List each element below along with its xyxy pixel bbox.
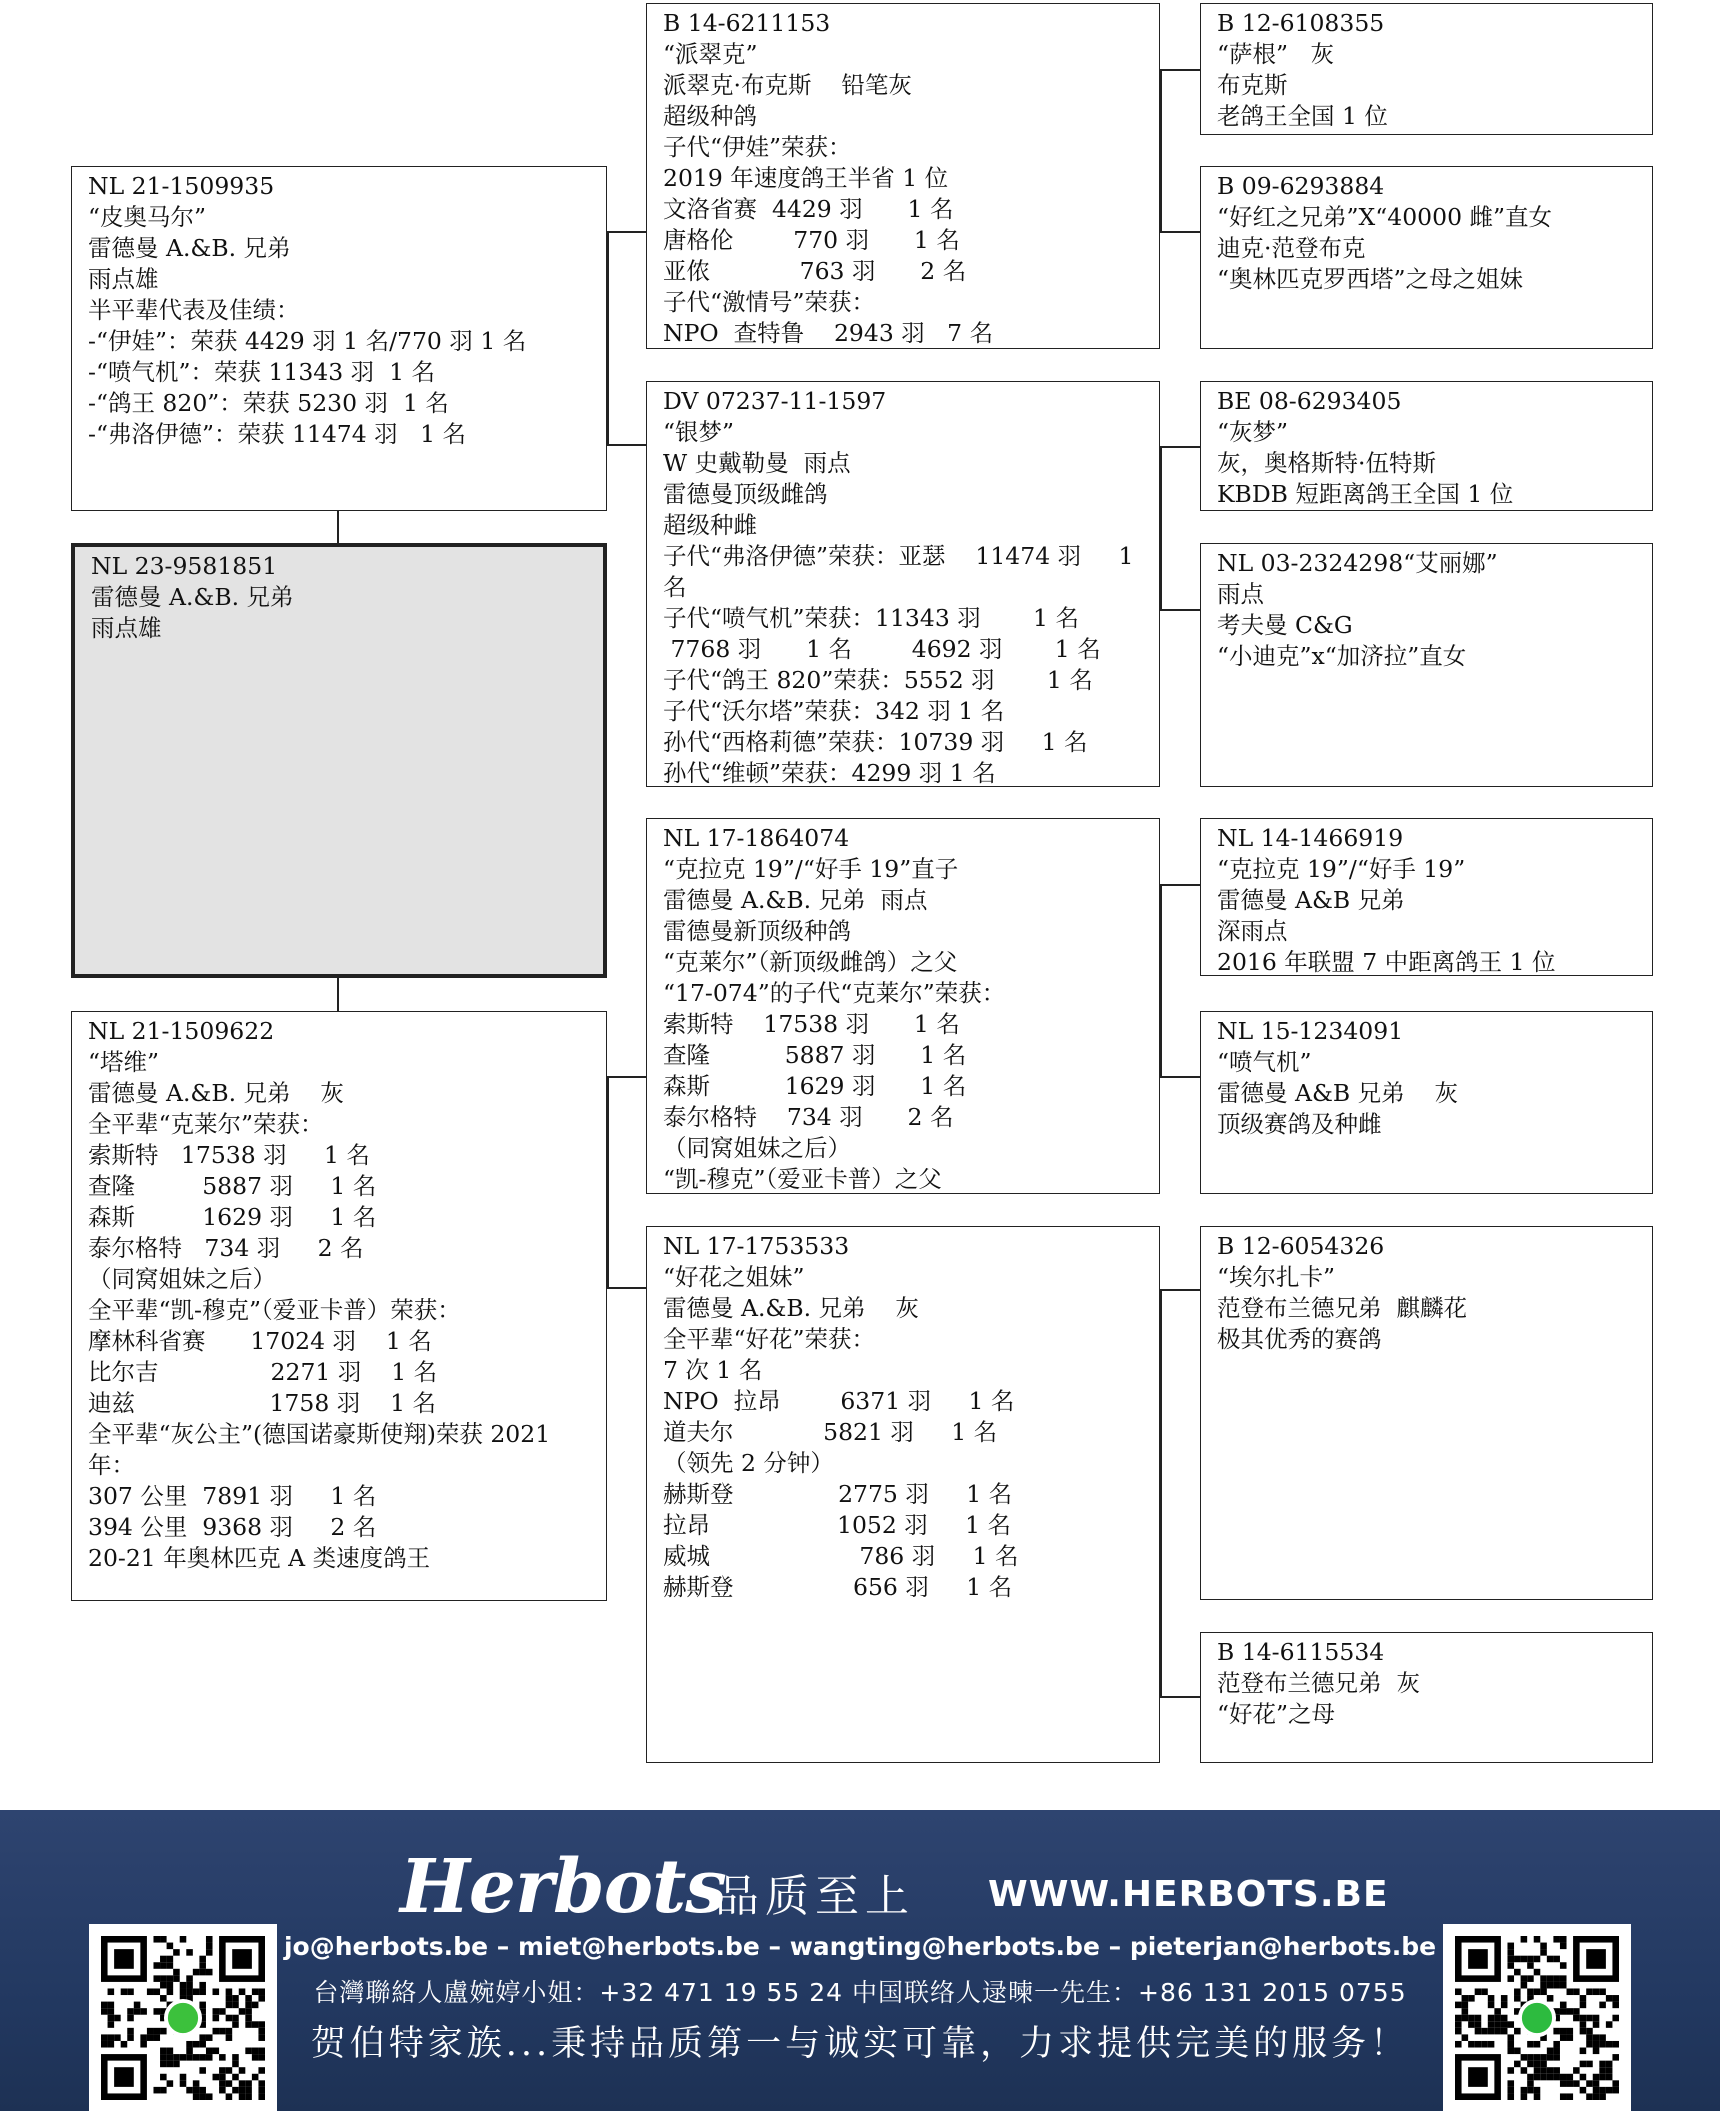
pedigree-line: 迪兹 1758 羽 1 名: [88, 1389, 437, 1417]
pedigree-line: 子代“喷气机”荣获：11343 羽 1 名: [663, 604, 1079, 632]
pedigree-line: NPO 拉昂 6371 羽 1 名: [663, 1387, 1015, 1415]
pedigree-line: 摩林科省赛 17024 羽 1 名: [88, 1327, 432, 1355]
pedigree-line: 子代“伊娃”荣获：: [663, 133, 852, 161]
pedigree-line: 全平辈“凯-穆克”（爱亚卡普）荣获：: [88, 1296, 461, 1324]
pedigree-line: 灰，奥格斯特·伍特斯: [1217, 449, 1436, 477]
connector-ss-ssd: [1160, 231, 1200, 233]
connector-ss-sss: [1160, 69, 1200, 71]
pedigree-line: W 史戴勒曼 雨点: [663, 449, 851, 477]
connector-sire-vertical: [607, 231, 609, 445]
pedigree-line: “凯-穆克”（爱亚卡普）之父: [663, 1165, 942, 1193]
pedigree-line: 雨点: [1217, 580, 1264, 608]
pedigree-line: 道夫尔 5821 羽 1 名: [663, 1418, 998, 1446]
pedigree-line: 子代“弗洛伊德”荣获：亚瑟 11474 羽 1: [663, 542, 1134, 570]
pedigree-line: “奥林匹克罗西塔”之母之姐妹: [1217, 265, 1524, 293]
pedigree-line: “塔维”: [88, 1048, 160, 1076]
pedigree-line: 半平辈代表及佳绩：: [88, 296, 300, 324]
pedigree-line: “萨根” 灰: [1217, 40, 1334, 68]
pedigree-line: 泰尔格特 734 羽 2 名: [663, 1103, 954, 1131]
pedigree-line: 查隆 5887 羽 1 名: [663, 1041, 967, 1069]
pedigree-line: 孙代“西格莉德”荣获：10739 羽 1 名: [663, 728, 1088, 756]
slogan: 品质至上: [715, 1871, 915, 1922]
pedigree-line: 顶级赛鸽及种雌: [1217, 1110, 1382, 1138]
pedigree-line: “小迪克”x“加济拉”直女: [1217, 642, 1467, 670]
pedigree-line: 考夫曼 C&G: [1217, 611, 1353, 639]
pedigree-line: 全平辈“克莱尔”荣获：: [88, 1110, 324, 1138]
sire-box: [71, 166, 607, 511]
pedigree-line: “好花之姐妹”: [663, 1263, 805, 1291]
pedigree-line: “埃尔扎卡”: [1217, 1263, 1336, 1291]
pedigree-line: 2016 年联盟 7 中距离鸽王 1 位: [1217, 948, 1556, 976]
pedigree-line: 赫斯登 656 羽 1 名: [663, 1573, 1013, 1601]
pedigree-line: -“喷气机”：荣获 11343 羽 1 名: [88, 358, 436, 386]
connector-dam-dd: [607, 1287, 646, 1289]
ring-number: NL 21-1509935: [88, 172, 275, 200]
pedigree-line: 范登布兰德兄弟 麒麟花: [1217, 1294, 1467, 1322]
connector-ds-dsd: [1160, 1076, 1200, 1078]
pedigree-line: 孙代“维顿”荣获：4299 羽 1 名: [663, 759, 996, 787]
pedigree-line: 雷德曼 A.&B. 兄弟: [88, 234, 291, 262]
pedigree-line: 名: [663, 573, 687, 601]
pedigree-line: 雷德曼 A.&B. 兄弟 灰: [663, 1294, 919, 1322]
ddd-box: [1200, 1632, 1653, 1763]
ring-number: NL 17-1864074: [663, 824, 850, 852]
dds-box: [1200, 1226, 1653, 1600]
pedigree-line: 迪克·范登布克: [1217, 234, 1366, 262]
pedigree-line: 文洛省赛 4429 羽 1 名: [663, 195, 954, 223]
pedigree-line: -“弗洛伊德”：荣获 11474 羽 1 名: [88, 420, 466, 448]
pedigree-line: 雷德曼 A&B 兄弟 灰: [1217, 1079, 1458, 1107]
pedigree-line: 森斯 1629 羽 1 名: [88, 1203, 377, 1231]
ring-number: NL 23-9581851: [91, 552, 278, 580]
pedigree-line: 7 次 1 名: [663, 1356, 763, 1384]
pedigree-line: 老鸽王全国 1 位: [1217, 102, 1388, 130]
ring-number: NL 15-1234091: [1217, 1017, 1404, 1045]
sdd-box: [1200, 543, 1653, 787]
dss-box: [1200, 818, 1653, 976]
pedigree-line: 394 公里 9368 羽 2 名: [88, 1513, 377, 1541]
pedigree-line: “克莱尔”（新顶级雌鸽）之父: [663, 948, 958, 976]
pedigree-line: “喷气机”: [1217, 1048, 1312, 1076]
pedigree-line: “银梦”: [663, 418, 735, 446]
pedigree-line: 超级种雌: [663, 511, 757, 539]
ring-number: NL 14-1466919: [1217, 824, 1404, 852]
herbots-logo: Herbots: [400, 1844, 726, 1930]
pedigree-line: 20-21 年奥林匹克 A 类速度鸽王: [88, 1544, 431, 1572]
contact-phones: 台灣聯絡人盧婉婷小姐：+32 471 19 55 24 中国联络人逯暕一先生：+86 131 2015 0755: [313, 1978, 1407, 2007]
pedigree-line: 雷德曼新顶级种鸽: [663, 917, 851, 945]
dam-dam-box: [646, 1226, 1160, 1763]
ring-number: BE 08-6293405: [1217, 387, 1402, 415]
connector-dd-vertical: [1160, 1289, 1162, 1697]
ring-number: B 14-6211153: [663, 9, 831, 37]
pedigree-line: 子代“沃尔塔”荣获：342 羽 1 名: [663, 697, 1005, 725]
pedigree-line: “好红之兄弟”X“40000 雌”直女: [1217, 203, 1553, 231]
pedigree-line: 子代“激情号”荣获：: [663, 288, 876, 316]
pedigree-line: “皮奥马尔”: [88, 203, 207, 231]
dam-sire-box: [646, 818, 1160, 1194]
connector-dd-ddd: [1160, 1696, 1200, 1698]
family-motto: 贺伯特家族...秉持品质第一与诚实可靠，力求提供完美的服务！: [310, 2024, 1410, 2064]
ring-number: B 09-6293884: [1217, 172, 1385, 200]
pedigree-line: “灰梦”: [1217, 418, 1289, 446]
pedigree-line: 雷德曼 A&B 兄弟: [1217, 886, 1405, 914]
pedigree-line: 超级种鸽: [663, 102, 757, 130]
pedigree-line: （同窝姐妹之后）: [88, 1265, 276, 1293]
ssd-box: [1200, 166, 1653, 349]
pedigree-line: “17-074”的子代“克莱尔”荣获：: [663, 979, 1006, 1007]
pedigree-line: 2019 年速度鸽王半省 1 位: [663, 164, 949, 192]
pedigree-line: 全平辈“灰公主”(德国诺豪斯使翔)荣获 2021: [88, 1420, 551, 1448]
pedigree-line: 森斯 1629 羽 1 名: [663, 1072, 967, 1100]
ring-number: NL 21-1509622: [88, 1017, 275, 1045]
pedigree-line: 雨点雄: [91, 614, 162, 642]
ring-number: B 12-6108355: [1217, 9, 1385, 37]
connector-dam-ds: [607, 1076, 646, 1078]
pedigree-line: “好花”之母: [1217, 1700, 1336, 1728]
pedigree-line: 雷德曼顶级雌鸽: [663, 480, 828, 508]
pedigree-line: 范登布兰德兄弟 灰: [1217, 1669, 1420, 1697]
ring-number: NL 17-1753533: [663, 1232, 850, 1260]
pedigree-line: 派翠克·布克斯 铅笔灰: [663, 71, 912, 99]
pedigree-line: 查隆 5887 羽 1 名: [88, 1172, 377, 1200]
pedigree-line: “克拉克 19”/“好手 19”: [1217, 855, 1466, 883]
pedigree-line: （领先 2 分钟）: [663, 1449, 834, 1477]
pedigree-line: 全平辈“好花”荣获：: [663, 1325, 876, 1353]
pedigree-line: 年：: [88, 1451, 135, 1479]
pedigree-line: -“鸽王 820”：荣获 5230 羽 1 名: [88, 389, 449, 417]
sds-box: [1200, 381, 1653, 511]
pedigree-line: 雷德曼 A.&B. 兄弟 灰: [88, 1079, 344, 1107]
pedigree-line: “克拉克 19”/“好手 19”直子: [663, 855, 959, 883]
connector-dd-dds: [1160, 1289, 1200, 1291]
ring-number: B 12-6054326: [1217, 1232, 1385, 1260]
pedigree-line: 泰尔格特 734 羽 2 名: [88, 1234, 364, 1262]
sire-sire-box: [646, 3, 1160, 349]
pedigree-line: “派翠克”: [663, 40, 758, 68]
connector-sire-ss: [607, 231, 646, 233]
pedigree-line: NPO 查特鲁 2943 羽 7 名: [663, 319, 994, 347]
connector-subject-dam: [337, 978, 339, 1011]
pedigree-line: 索斯特 17538 羽 1 名: [663, 1010, 960, 1038]
subject-box: [71, 543, 607, 978]
pedigree-line: 雷德曼 A.&B. 兄弟 雨点: [663, 886, 928, 914]
pedigree-line: 布克斯: [1217, 71, 1288, 99]
pedigree-line: 威城 786 羽 1 名: [663, 1542, 1019, 1570]
sss-box: [1200, 3, 1653, 135]
website-link[interactable]: WWW.HERBOTS.BE: [988, 1874, 1389, 1915]
connector-sire-sd: [607, 444, 646, 446]
connector-sire-subject: [337, 511, 339, 543]
pedigree-line: 极其优秀的赛鸽: [1217, 1325, 1382, 1353]
connector-sd-vertical: [1160, 446, 1162, 610]
connector-dam-vertical: [607, 1076, 609, 1288]
sire-dam-box: [646, 381, 1160, 787]
ring-number: NL 03-2324298“艾丽娜”: [1217, 549, 1498, 577]
connector-sd-sdd: [1160, 609, 1200, 611]
pedigree-line: 赫斯登 2775 羽 1 名: [663, 1480, 1013, 1508]
pedigree-line: （同窝姐妹之后）: [663, 1134, 851, 1162]
pedigree-line: 拉昂 1052 羽 1 名: [663, 1511, 1012, 1539]
pedigree-line: 比尔吉 2271 羽 1 名: [88, 1358, 438, 1386]
brand-row: [400, 1840, 1389, 1930]
pedigree-line: 子代“鸽王 820”荣获：5552 羽 1 名: [663, 666, 1093, 694]
connector-ds-vertical: [1160, 884, 1162, 1077]
pedigree-line: 雷德曼 A.&B. 兄弟: [91, 583, 294, 611]
footer-banner: [0, 1810, 1720, 2111]
dam-box: [71, 1011, 607, 1601]
pedigree-line: 雨点雄: [88, 265, 159, 293]
email-list[interactable]: jo@herbots.be – miet@herbots.be – wangting@herbots.be – pieterjan@herbots.be: [283, 1932, 1437, 1961]
connector-sd-sds: [1160, 446, 1200, 448]
pedigree-line: 深雨点: [1217, 917, 1288, 945]
pedigree-line: 唐格伦 770 羽 1 名: [663, 226, 960, 254]
connector-ss-vertical: [1160, 69, 1162, 232]
pedigree-line: 307 公里 7891 羽 1 名: [88, 1482, 377, 1510]
ring-number: DV 07237-11-1597: [663, 387, 887, 415]
connector-ds-dss: [1160, 884, 1200, 886]
pedigree-line: 亚侬 763 羽 2 名: [663, 257, 967, 285]
pedigree-line: -“伊娃”：荣获 4429 羽 1 名/770 羽 1 名: [88, 327, 527, 355]
pedigree-line: KBDB 短距离鸽王全国 1 位: [1217, 480, 1514, 508]
ring-number: B 14-6115534: [1217, 1638, 1385, 1666]
pedigree-line: 7768 羽 1 名 4692 羽 1 名: [663, 635, 1101, 663]
pedigree-line: 索斯特 17538 羽 1 名: [88, 1141, 370, 1169]
dsd-box: [1200, 1011, 1653, 1194]
